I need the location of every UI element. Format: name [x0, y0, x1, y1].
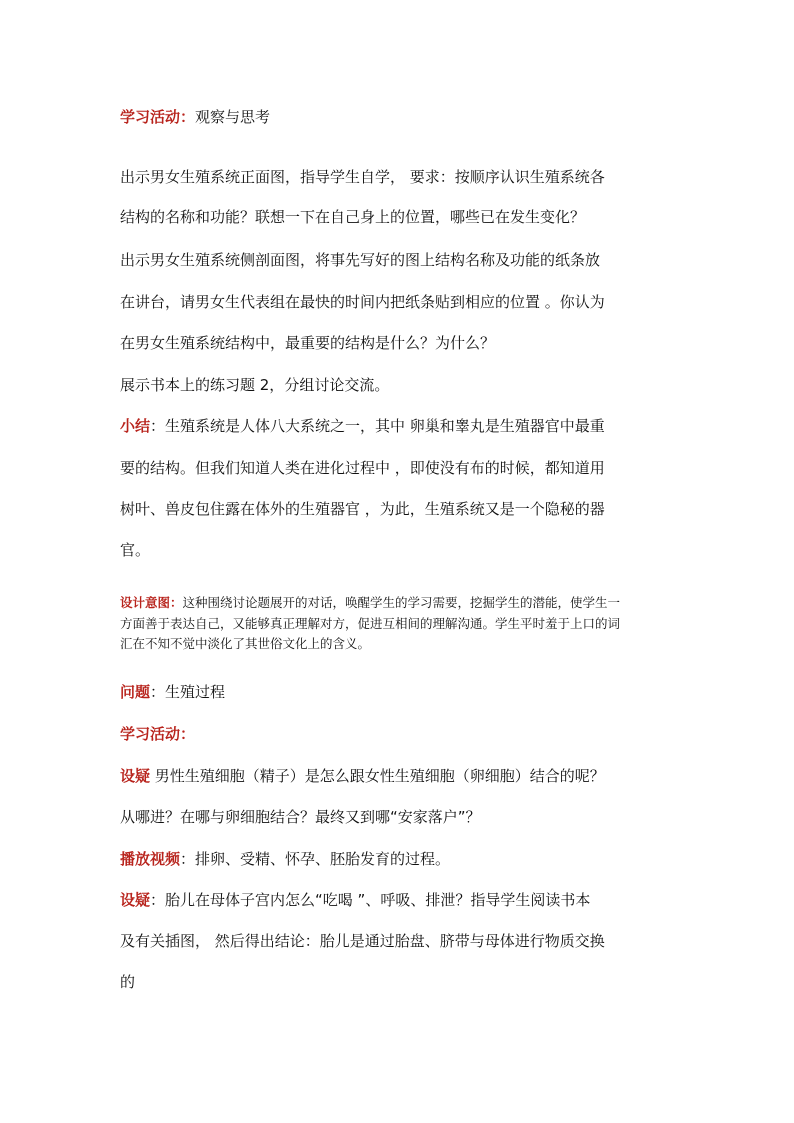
question-label: 问题 — [120, 683, 151, 701]
design-label: 设计意图： — [120, 595, 183, 610]
para2-line3: 在男女生殖系统结构中，最重要的结构是什么？为什么？ — [120, 334, 496, 352]
activity-label: 学习活动： — [120, 108, 196, 126]
doubt1-label: 设疑 — [120, 767, 151, 785]
doubt1-text: 男性生殖细胞（精子）是怎么跟女性生殖细胞（卵细胞）结合的呢？ — [150, 767, 605, 785]
design-text: 这种围绕讨论题展开的对话，唤醒学生的学习需要，挖掘学生的潜能，使学生一 — [182, 595, 621, 610]
activity-text: 观察与思考 — [195, 108, 271, 126]
summary-line3: 树叶、兽皮包住露在体外的生殖器官 ，为此，生殖系统又是一个隐秘的器 — [120, 500, 605, 518]
question-text: ：生殖过程 — [150, 683, 226, 701]
para1-line2: 结构的名称和功能？联想一下在自己身上的位置，哪些已在发生变化？ — [120, 208, 586, 226]
activity-heading-2 — [120, 724, 195, 744]
para2-line1: 出示男女生殖系统侧剖面图，将事先写好的图上结构名称及功能的纸条放 — [120, 251, 601, 269]
video-text: ：排卵、受精、怀孕、胚胎发育的过程。 — [180, 850, 451, 868]
doubt2-line3: 的 — [120, 973, 136, 991]
para2-line2: 在讲台，请男女生代表组在最快的时间内把纸条贴到相应的位置 。你认为 — [120, 293, 605, 311]
video-label: 播放视频 — [120, 850, 181, 868]
activity-label-2: 学习活动： — [120, 725, 196, 743]
summary-text: ：生殖系统是人体八大系统之一，其中 卵巢和睾丸是生殖器官中最重 — [150, 417, 605, 435]
design-line1 — [120, 594, 620, 612]
doubt2-label: 设疑 — [120, 891, 151, 909]
activity-heading-1 — [120, 107, 270, 127]
summary-label: 小结 — [120, 417, 151, 435]
summary-line2: 要的结构。但我们知道人类在进化过程中 ，即使没有布的时候，都知道用 — [120, 459, 605, 477]
design-line2: 方面善于表达自己，又能够真正理解对方，促进互相间的理解沟通。学生平时羞于上口的词 — [120, 616, 621, 631]
question-heading — [120, 682, 225, 702]
design-line3: 汇在不知不觉中淡化了其世俗文化上的含义。 — [120, 636, 371, 651]
doubt2-line1 — [120, 890, 590, 910]
para3-line1: 展示书本上的练习题 2，分组讨论交流。 — [120, 376, 390, 394]
video-line — [120, 849, 450, 869]
summary-line4: 官。 — [120, 541, 151, 559]
doubt1-line1 — [120, 766, 605, 786]
para1-line1: 出示男女生殖系统正面图，指导学生自学， 要求：按顺序认识生殖系统各 — [120, 168, 605, 186]
doubt2-text: ：胎儿在母体子宫内怎么“吃喝 ”、呼吸、排泄？指导学生阅读书本 — [150, 891, 591, 909]
doubt2-line2: 及有关插图， 然后得出结论：胎儿是通过胎盘、脐带与母体进行物质交换 — [120, 932, 605, 950]
doubt1-line2: 从哪进？在哪与卵细胞结合？最终又到哪“安家落户”？ — [120, 808, 481, 826]
summary-line1 — [120, 416, 605, 436]
